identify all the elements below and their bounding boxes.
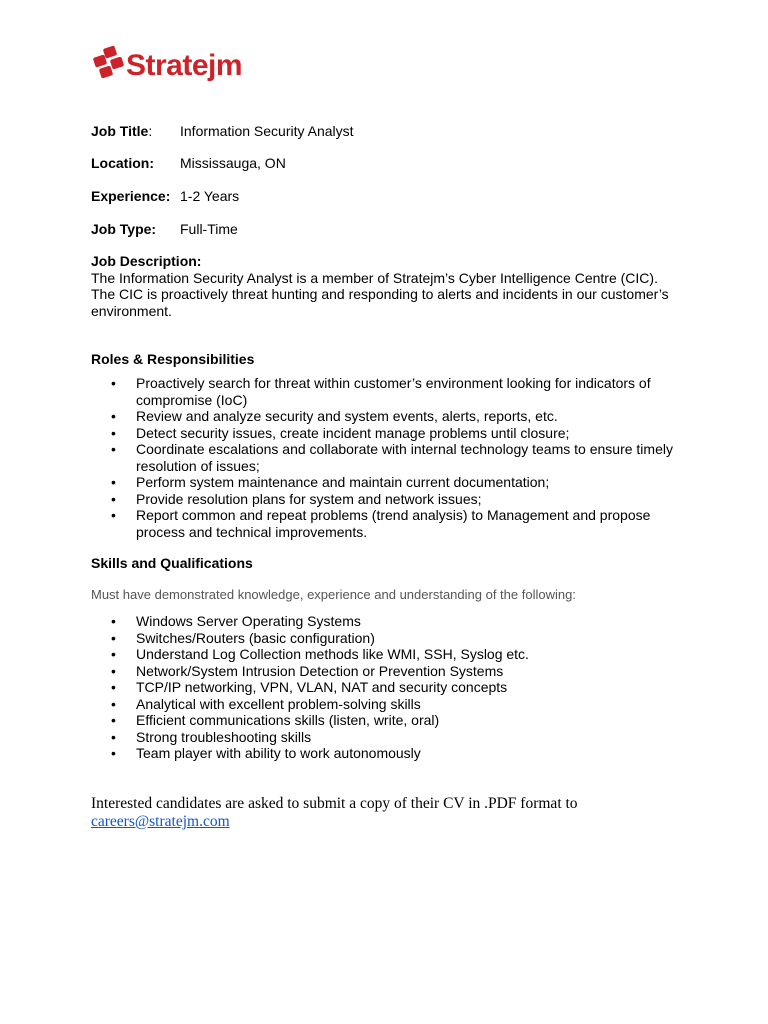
job-type-value: Full-Time <box>180 221 238 237</box>
list-item: • Efficient communications skills (listen, write, oral) <box>91 712 681 729</box>
list-item: • Review and analyze security and system events, alerts, reports, etc. <box>91 408 681 425</box>
roles-list <box>91 375 681 540</box>
list-item: • Perform system maintenance and maintain current documentation; <box>91 474 681 491</box>
list-item: • Team player with ability to work autonomously <box>91 745 681 762</box>
list-item: • Switches/Routers (basic configuration) <box>91 630 681 647</box>
list-item: • Provide resolution plans for system and network issues; <box>91 491 681 508</box>
stratejm-logo-icon <box>92 46 128 82</box>
list-item: • Proactively search for threat within customer’s environment looking for indicators of compromise (IoC) <box>91 375 681 408</box>
job-title-value: Information Security Analyst <box>180 123 354 139</box>
list-item: • Windows Server Operating Systems <box>91 613 681 630</box>
job-description-text: The Information Security Analyst is a member of Stratejm’s Cyber Intelligence Centre (CIC). The CIC is proactively threat hunting and responding to alerts and incidents in our customer’s environment. <box>91 269 669 319</box>
job-type-label: Job Type: <box>91 221 157 237</box>
experience-value: 1-2 Years <box>180 188 240 204</box>
list-item: • Analytical with excellent problem-solving skills <box>91 696 681 713</box>
list-item: • TCP/IP networking, VPN, VLAN, NAT and security concepts <box>91 679 681 696</box>
experience-label: Experience: <box>91 188 171 204</box>
location-label: Location: <box>91 155 154 171</box>
closing-paragraph <box>91 795 681 831</box>
list-item: • Coordinate escalations and collaborate with internal technology teams to ensure timely resolution of issues; <box>91 441 681 474</box>
closing-text: Interested candidates are asked to submit a copy of their CV in .PDF format to <box>91 795 578 812</box>
list-item: • Understand Log Collection methods like WMI, SSH, Syslog etc. <box>91 646 681 663</box>
job-description-heading: Job Description: <box>91 253 202 269</box>
careers-email-link[interactable]: careers@stratejm.com <box>91 813 230 830</box>
location-value: Mississauga, ON <box>180 155 286 171</box>
roles-heading: Roles & Responsibilities <box>91 351 255 367</box>
list-item: • Report common and repeat problems (trend analysis) to Management and propose process and technical improvements. <box>91 507 681 540</box>
job-title-label: Job Title <box>91 123 149 139</box>
list-item: • Detect security issues, create incident manage problems until closure; <box>91 425 681 442</box>
job-title-colon: : <box>148 123 153 139</box>
skills-heading: Skills and Qualifications <box>91 555 253 571</box>
skills-intro: Must have demonstrated knowledge, experience and understanding of the following: <box>91 587 576 602</box>
job-description <box>91 253 681 319</box>
brand-name: Stratejm <box>126 49 243 82</box>
skills-list <box>91 613 681 762</box>
list-item: • Strong troubleshooting skills <box>91 729 681 746</box>
list-item: • Network/System Intrusion Detection or Prevention Systems <box>91 663 681 680</box>
